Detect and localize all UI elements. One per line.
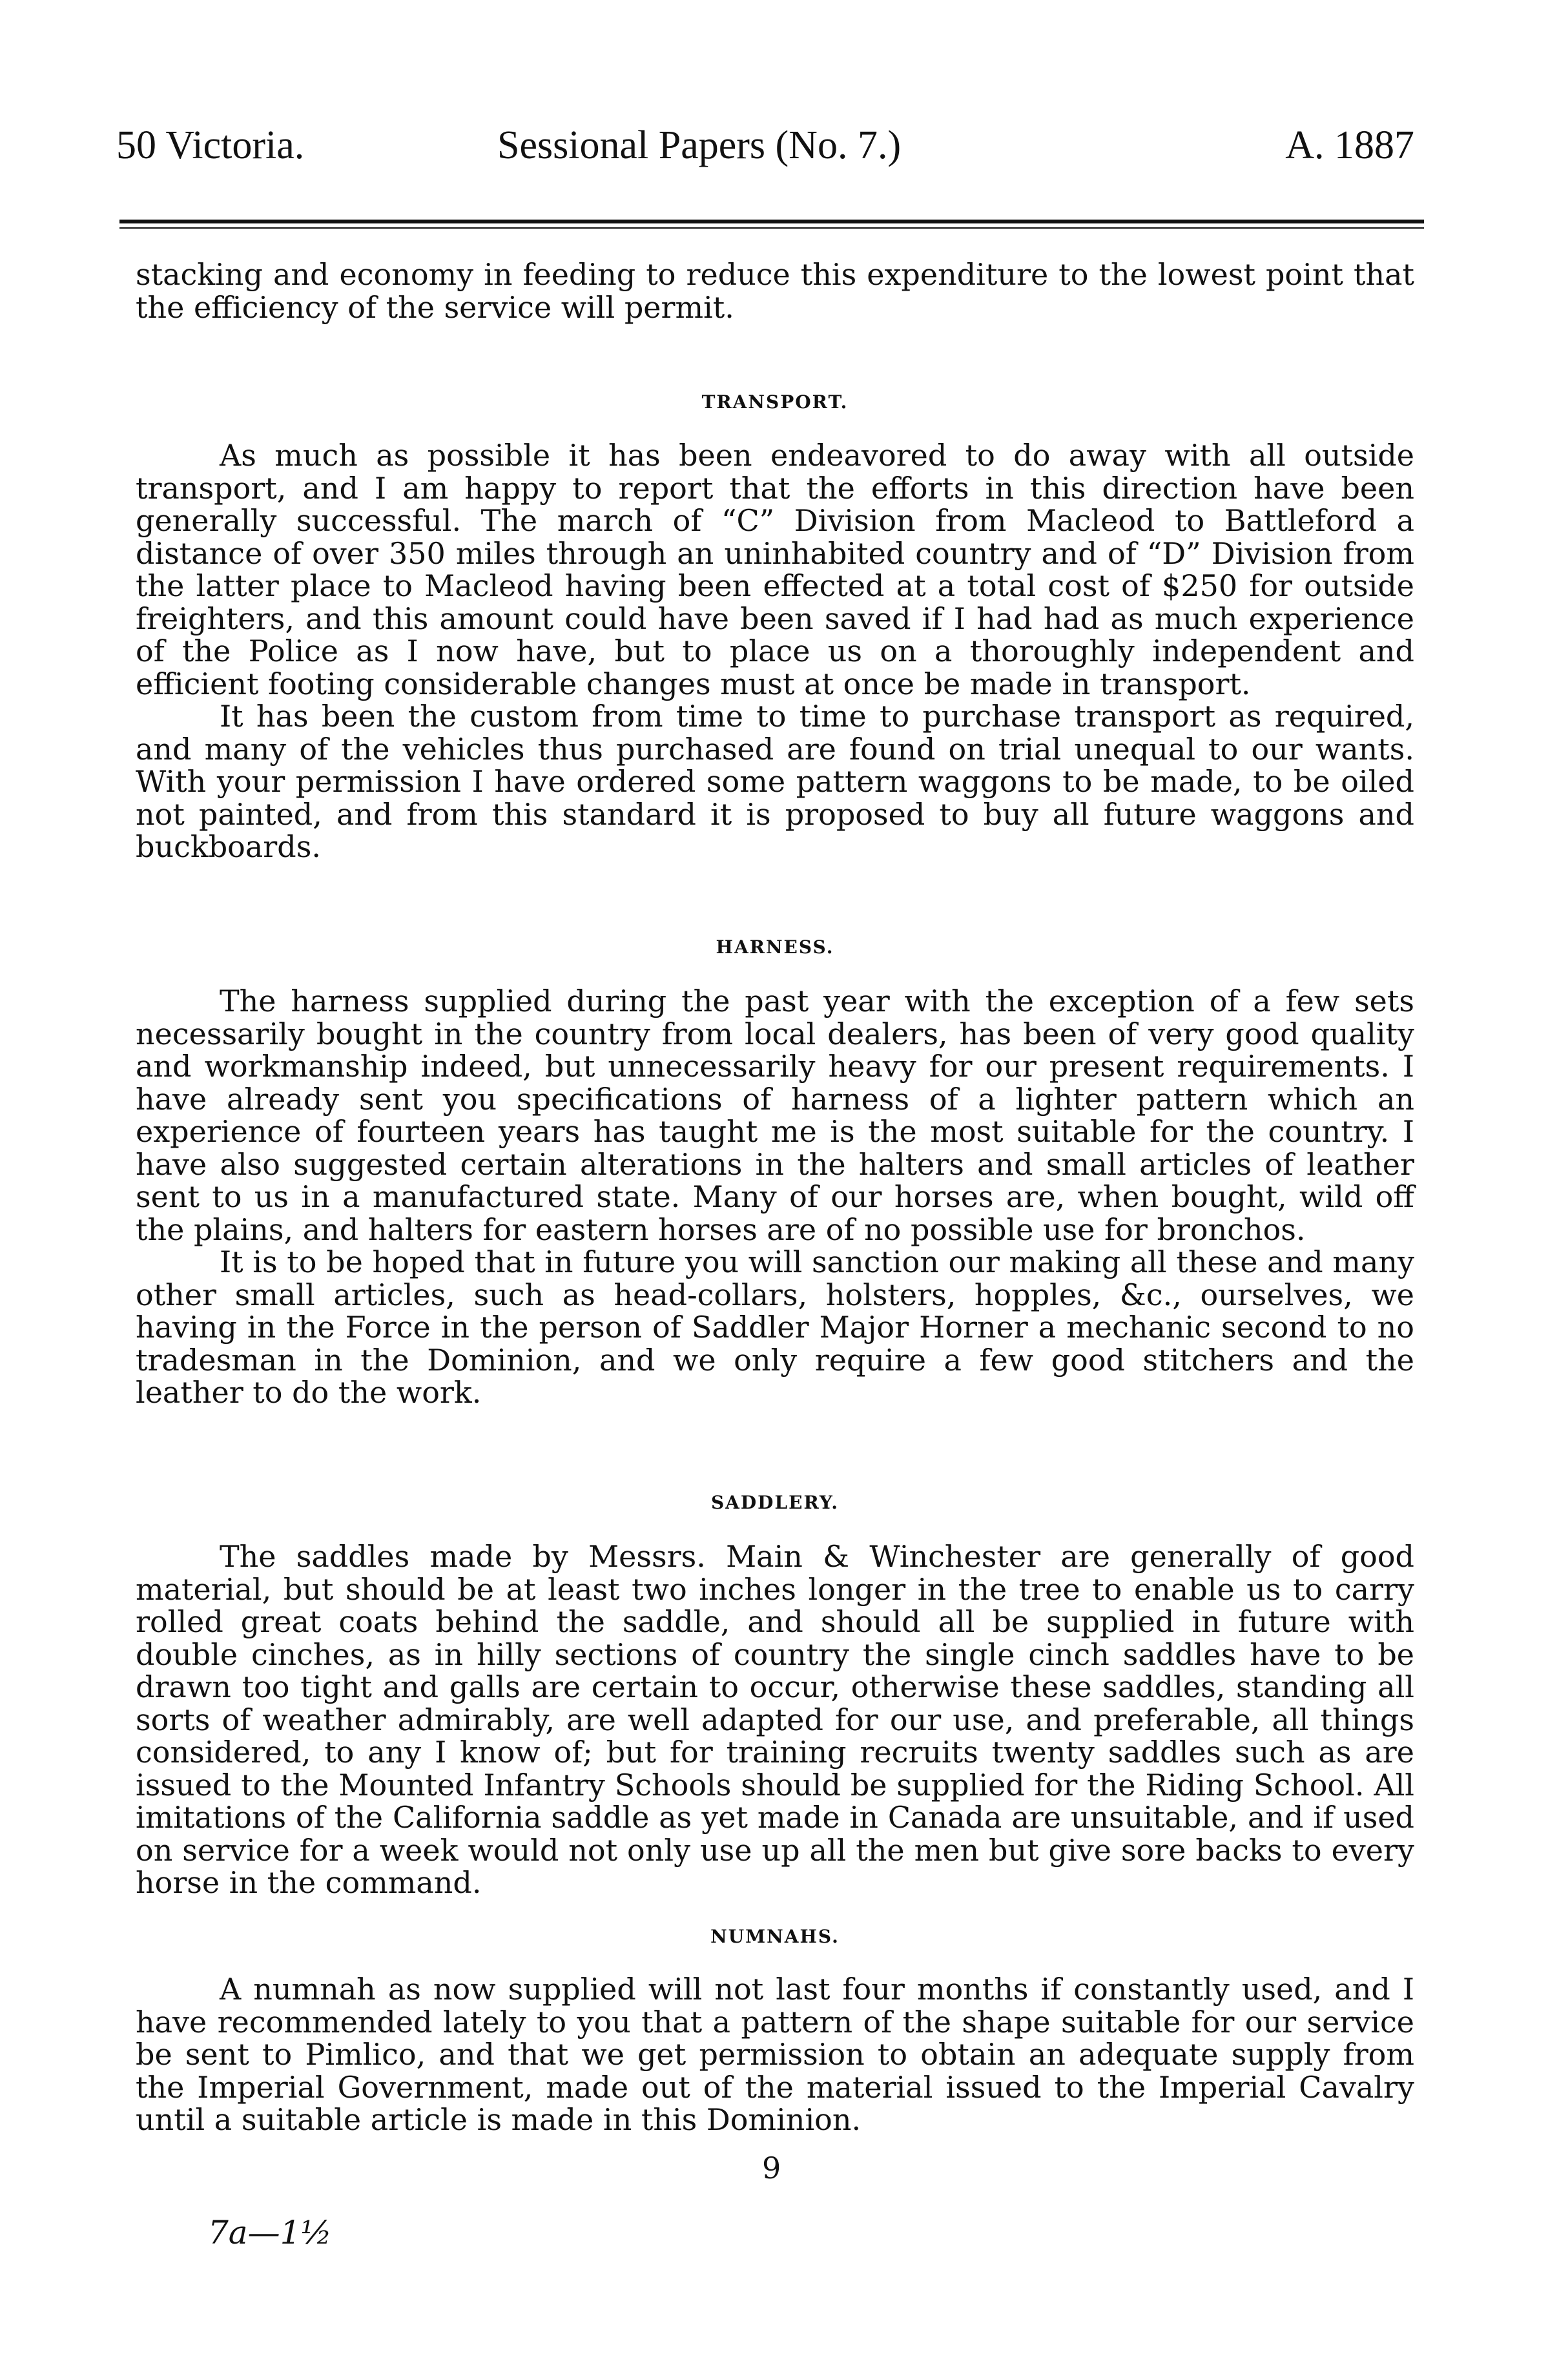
heading-harness: HARNESS. xyxy=(716,936,834,958)
heading-transport: TRANSPORT. xyxy=(701,391,849,413)
header-volume: 50 Victoria. xyxy=(116,123,305,167)
running-header xyxy=(116,123,1414,181)
header-rule-thick xyxy=(119,220,1424,223)
intro-paragraph: stacking and economy in feeding to reduce this expenditure to the lowest point that the efficiency of the service will permit. xyxy=(136,257,1414,325)
harness-section xyxy=(136,985,1414,1409)
numnahs-section xyxy=(136,1973,1414,2136)
saddlery-section xyxy=(136,1540,1414,1899)
printer-signature: 7a—1½ xyxy=(208,2214,332,2251)
transport-paragraph-2: It has been the custom from time to time to purchase transport as required, and many of the vehicles thus purchased are found on trial unequal to our wants. With your permission I have ordered some pattern waggons to be made, to be oiled not painted, and from this standard it is proposed to buy all future waggons and buckboards. xyxy=(136,699,1414,864)
harness-paragraph-1: The harness supplied during the past year with the exception of a few sets necessarily bought in the country from local dealers, has been of very good quality and workmanship indeed, but unnecessarily heavy for our present requirements. I have already sent you specifications of harness of a lighter pattern which an experience of fourteen years has taught me is the most suitable for the country. I have also suggested certain alterations in the halters and small articles of leather sent to us in a manufactured state. Many of our horses are, when bought, wild off the plains, and halters for eastern horses are of no possible use for bronchos. xyxy=(136,984,1414,1247)
harness-paragraph-2: It is to be hoped that in future you will sanction our making all these and many other small articles, such as head-collars, holsters, hopples, &c., ourselves, we having in the Force in the person of Saddler Major Horner a mechanic second to no tradesman in the Dominion, and we only require a few good stitchers and the leather to do the work. xyxy=(136,1244,1414,1410)
transport-section xyxy=(136,439,1414,863)
saddlery-paragraph: The saddles made by Messrs. Main & Winchester are generally of good material, but should be at least two inches longer in the tree to enable us to carry rolled great coats behind the saddle, and should all be supplied in future with double cinches, as in hilly sections of country the single cinch saddles have to be drawn too tight and galls are certain to occur, otherwise these saddles, standing all sorts of weather admirably, are well adapted for our use, and preferable, all things considered, to any I know of; but for training recruits twenty saddles such as are issued to the Mounted Infantry Schools should be supplied for the Riding School. All imitations of the California saddle as yet made in Canada are unsuitable, and if used on service for a week would not only use up all the men but give sore backs to every horse in the command. xyxy=(136,1539,1414,1900)
header-year: A. 1887 xyxy=(1285,123,1414,167)
header-rule-thin xyxy=(119,227,1424,229)
transport-paragraph-1: As much as possible it has been endeavored to do away with all outside transport, and I am happy to report that the efforts in this direction have been generally successful. The march of “C” Division from Macleod to Battleford a distance of over 350 miles through an uninhabited country and of “D” Division from the latter place to Macleod having been effected at a total cost of $250 for outside freighters, and this amount could have been saved if I had had as much experience of the Police as I now have, but to place us on a thoroughly independent and efficient footing considerable changes must at once be made in transport. xyxy=(136,438,1414,701)
header-title: Sessional Papers (No. 7.) xyxy=(497,123,902,167)
heading-numnahs: NUMNAHS. xyxy=(710,1926,840,1947)
intro-block xyxy=(136,258,1414,324)
heading-saddlery: SADDLERY. xyxy=(710,1492,840,1513)
numnahs-paragraph: A numnah as now supplied will not last four months if constantly used, and I have recommended lately to you that a pattern of the shape suitable for our service be sent to Pimlico, and that we get permission to obtain an adequate supply from the Imperial Government, made out of the material issued to the Imperial Cavalry until a suitable article is made in this Dominion. xyxy=(136,1972,1414,2137)
page-number: 9 xyxy=(762,2151,781,2185)
